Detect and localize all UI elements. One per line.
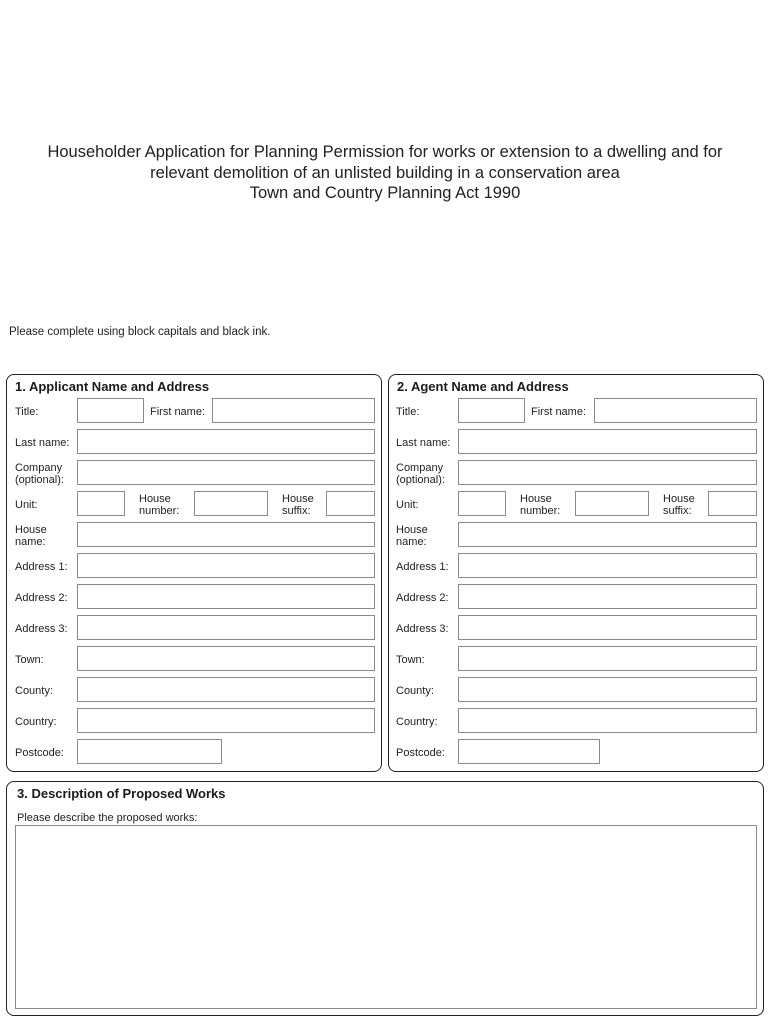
agent-country-label: Country: <box>396 716 438 728</box>
applicant-house-suffix-label-1: House <box>282 493 314 505</box>
applicant-company-label-1: Company <box>15 462 63 474</box>
applicant-last-name-input[interactable] <box>77 429 375 454</box>
agent-address1-label: Address 1: <box>396 561 449 573</box>
applicant-address1-input[interactable] <box>77 553 375 578</box>
applicant-house-name-label-2: name: <box>15 536 46 548</box>
applicant-unit-label: Unit: <box>15 499 38 511</box>
applicant-section <box>6 374 382 772</box>
agent-address2-input[interactable] <box>458 584 757 609</box>
applicant-address1-label: Address 1: <box>15 561 68 573</box>
agent-house-name-input[interactable] <box>458 522 757 547</box>
applicant-county-label: County: <box>15 685 53 697</box>
applicant-town-input[interactable] <box>77 646 375 671</box>
applicant-address3-label: Address 3: <box>15 623 68 635</box>
applicant-house-name-input[interactable] <box>77 522 375 547</box>
agent-house-number-label-1: House <box>520 493 552 505</box>
agent-house-suffix-input[interactable] <box>708 491 757 516</box>
agent-company-label-2: (optional): <box>396 474 445 486</box>
agent-first-name-label: First name: <box>531 406 587 418</box>
agent-postcode-label: Postcode: <box>396 747 445 759</box>
applicant-title-input[interactable] <box>77 398 144 423</box>
agent-house-suffix-label-2: suffix: <box>663 505 692 517</box>
title-line-2: relevant demolition of an unlisted building in a conservation area <box>150 163 620 182</box>
description-textarea[interactable] <box>15 825 757 1009</box>
description-section <box>6 781 764 1016</box>
applicant-postcode-label: Postcode: <box>15 747 64 759</box>
agent-first-name-input[interactable] <box>594 398 757 423</box>
applicant-first-name-label: First name: <box>150 406 206 418</box>
agent-town-input[interactable] <box>458 646 757 671</box>
agent-section <box>388 374 764 772</box>
title-line-1: Householder Application for Planning Permission for works or extension to a dwelling and for <box>47 143 723 161</box>
applicant-company-input[interactable] <box>77 460 375 485</box>
applicant-house-number-input[interactable] <box>194 491 268 516</box>
agent-last-name-label: Last name: <box>396 437 451 449</box>
applicant-town-label: Town: <box>15 654 44 666</box>
applicant-unit-input[interactable] <box>77 491 125 516</box>
description-heading: 3. Description of Proposed Works <box>17 786 226 801</box>
instruction-text: Please complete using block capitals and black ink. <box>9 326 271 338</box>
agent-unit-label: Unit: <box>396 499 419 511</box>
agent-address3-label: Address 3: <box>396 623 449 635</box>
agent-house-name-label-2: name: <box>396 536 427 548</box>
applicant-house-suffix-label-2: suffix: <box>282 505 311 517</box>
applicant-house-suffix-input[interactable] <box>326 491 375 516</box>
agent-county-input[interactable] <box>458 677 757 702</box>
agent-address3-input[interactable] <box>458 615 757 640</box>
applicant-county-input[interactable] <box>77 677 375 702</box>
agent-house-number-input[interactable] <box>575 491 649 516</box>
agent-company-label-1: Company <box>396 462 444 474</box>
title-line-3: Town and Country Planning Act 1990 <box>249 184 521 202</box>
agent-town-label: Town: <box>396 654 425 666</box>
applicant-last-name-label: Last name: <box>15 437 70 449</box>
agent-address1-input[interactable] <box>458 553 757 578</box>
agent-title-label: Title: <box>396 406 420 418</box>
agent-last-name-input[interactable] <box>458 429 757 454</box>
applicant-country-input[interactable] <box>77 708 375 733</box>
applicant-house-number-label-2: number: <box>139 505 180 517</box>
applicant-postcode-input[interactable] <box>77 739 222 764</box>
applicant-address3-input[interactable] <box>77 615 375 640</box>
agent-address2-label: Address 2: <box>396 592 449 604</box>
description-prompt: Please describe the proposed works: <box>17 812 198 824</box>
applicant-heading: 1. Applicant Name and Address <box>15 379 210 394</box>
document-title <box>0 142 770 204</box>
applicant-address2-input[interactable] <box>77 584 375 609</box>
agent-unit-input[interactable] <box>458 491 506 516</box>
agent-country-input[interactable] <box>458 708 757 733</box>
applicant-address2-label: Address 2: <box>15 592 68 604</box>
applicant-company-label-2: (optional): <box>15 474 64 486</box>
applicant-house-number-label-1: House <box>139 493 171 505</box>
applicant-first-name-input[interactable] <box>212 398 375 423</box>
agent-house-suffix-label-1: House <box>663 493 695 505</box>
agent-company-input[interactable] <box>458 460 757 485</box>
agent-heading: 2. Agent Name and Address <box>397 379 569 394</box>
agent-house-name-label-1: House <box>396 524 428 536</box>
agent-postcode-input[interactable] <box>458 739 600 764</box>
applicant-house-name-label-1: House <box>15 524 47 536</box>
agent-county-label: County: <box>396 685 434 697</box>
applicant-country-label: Country: <box>15 716 57 728</box>
applicant-title-label: Title: <box>15 406 39 418</box>
agent-title-input[interactable] <box>458 398 525 423</box>
agent-house-number-label-2: number: <box>520 505 561 517</box>
